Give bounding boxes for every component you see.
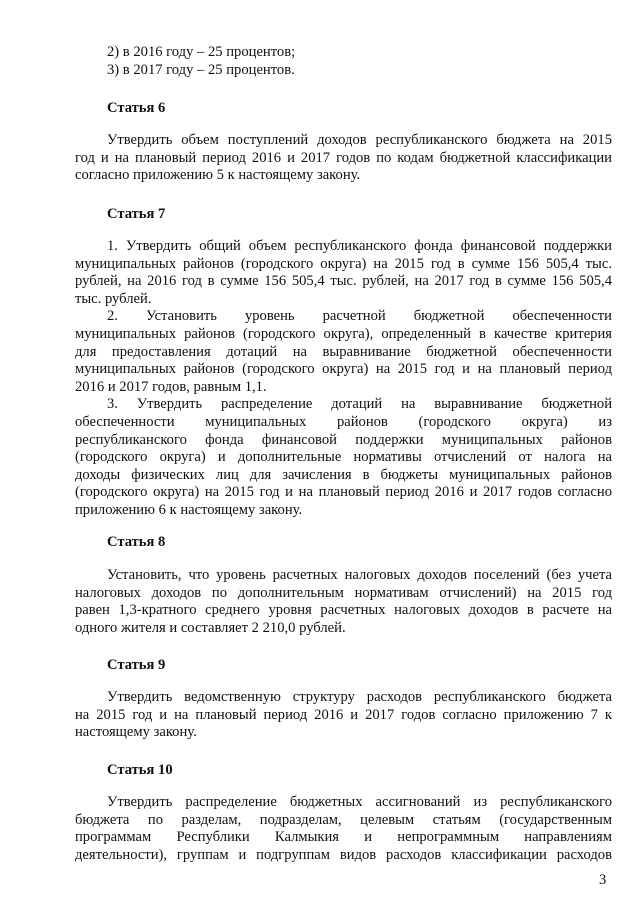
text-line: бюджета по разделам, подразделам, целевым статьям (государственным: [75, 811, 612, 828]
text-line: муниципальных районов (городского округа) на 2015 год и на плановый период: [75, 361, 612, 378]
article-6-text: [75, 132, 612, 185]
list-continuation: [75, 44, 612, 79]
text-line: на 2015 год и на плановый период 2016 и 2017 годов согласно приложению 7 к: [75, 706, 612, 723]
text-line: рублей, на 2016 год в сумме 156 505,4 тыс. рублей, на 2017 год в сумме 156 505,4: [75, 273, 612, 290]
article-9-text: [75, 689, 612, 742]
text-line: 2. Установить уровень расчетной бюджетной обеспеченности: [107, 308, 612, 325]
text-line: Установить, что уровень расчетных налоговых доходов поселений (без учета: [107, 567, 612, 583]
text-line: программам Республики Калмыкия и непрограммным направлениям: [75, 829, 612, 846]
article-heading: Статья 10: [107, 762, 173, 778]
list-item: 3) в 2017 году – 25 процентов.: [107, 61, 295, 78]
article-heading: Статья 8: [107, 534, 166, 550]
text-line: 3. Утвердить распределение дотаций на выравнивание бюджетной: [107, 396, 612, 413]
article-8-text: [75, 567, 612, 637]
article-7-text: [75, 238, 612, 520]
text-line: налоговых доходов по дополнительным нормативам отчислений) на 2015 год: [75, 584, 612, 601]
text-line: Утвердить ведомственную структуру расходов республиканского бюджета: [107, 689, 612, 705]
text-line: тыс. рублей.: [75, 290, 152, 307]
text-line: обеспеченности муниципальных районов (городского округа) из: [75, 413, 612, 430]
article-heading: Статья 6: [107, 100, 166, 116]
text-line: республиканского фонда финансовой поддержки муниципальных районов: [75, 431, 612, 448]
article-heading: Статья 7: [107, 206, 166, 222]
article-10-text: [75, 794, 612, 864]
text-line: Утвердить объем поступлений доходов республиканского бюджета на 2015: [107, 132, 612, 148]
text-line: 1. Утвердить общий объем республиканского фонда финансовой поддержки: [107, 238, 612, 254]
text-line: для предоставления дотаций на выравнивание бюджетной обеспеченности: [75, 343, 612, 360]
text-line: согласно приложению 5 к настоящему закону.: [75, 167, 361, 184]
text-line: одного жителя и составляет 2 210,0 рублей.: [75, 619, 346, 636]
text-line: муниципальных районов (городского округа), определенный в качестве критерия: [75, 325, 612, 342]
text-line: деятельности), группам и подгруппам видов расходов классификации расходов: [75, 846, 612, 863]
text-line: доходы физических лиц для зачисления в бюджеты муниципальных районов: [75, 466, 612, 483]
list-item: 2) в 2016 году – 25 процентов;: [107, 44, 296, 60]
text-line: год и на плановый период 2016 и 2017 годов по кодам бюджетной классификации: [75, 149, 612, 166]
text-line: (городского округа) на 2015 год и на плановый период 2016 и 2017 годов согласно: [75, 484, 612, 501]
article-heading: Статья 9: [107, 657, 166, 673]
page-number: 3: [599, 872, 607, 888]
text-line: равен 1,3-кратного среднего уровня расчетных налоговых доходов в расчете на: [75, 602, 612, 619]
text-line: (городского округа) и дополнительные нормативы отчислений от налога на: [75, 449, 612, 466]
text-line: 2016 и 2017 годов, равным 1,1.: [75, 378, 267, 395]
text-line: Утвердить распределение бюджетных ассигнований из республиканского: [107, 794, 612, 810]
text-line: муниципальных районов (городского округа) на 2015 год в сумме 156 505,4 тыс.: [75, 255, 612, 272]
text-line: настоящему закону.: [75, 724, 197, 741]
text-line: приложению 6 к настоящему закону.: [75, 501, 303, 518]
